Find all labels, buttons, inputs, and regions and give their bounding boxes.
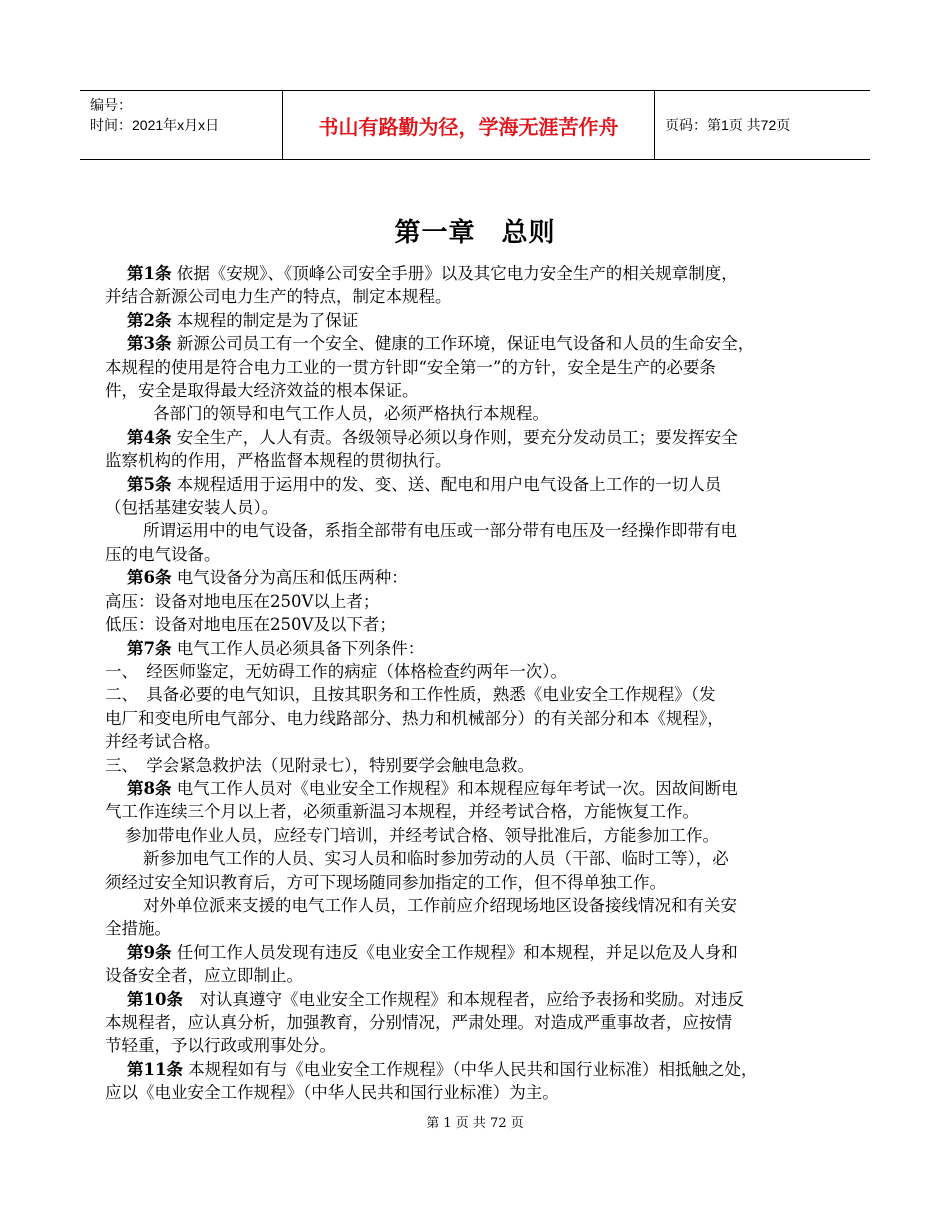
- number-label: 编号：: [90, 97, 132, 113]
- paragraph-text: 本规程如有与《电业安全工作规程》（中华人民共和国行业标准）相抵触之处，: [182, 1059, 758, 1079]
- article-label: 第7条: [127, 638, 172, 658]
- header-meta: [80, 91, 282, 159]
- article-label: 第4条: [127, 427, 172, 447]
- paragraph: 各部门的领导和电气工作人员，必须严格执行本规程。: [153, 404, 549, 424]
- paragraph: [105, 309, 865, 332]
- document-body: [105, 262, 865, 1105]
- paragraph: [105, 332, 865, 355]
- paragraph: 低压：设备对地电压在250V及以下者；: [105, 615, 396, 635]
- list-item: 二、 具备必要的电气知识，且按其职务和工作性质，熟悉《电业安全工作规程》（发: [105, 685, 716, 705]
- paragraph: 对外单位派来支援的电气工作人员，工作前应介绍现场地区设备接线情况和有关安: [143, 895, 737, 915]
- paragraph: 参加带电作业人员，应经专门培训，并经考试合格、领导批准后，方能参加工作。: [125, 825, 719, 845]
- paragraph: 高压：设备对地电压在250V以上者；: [105, 591, 380, 611]
- motto: 书山有路勤为径，学海无涯苦作舟: [282, 91, 655, 159]
- list-item: 三、 学会紧急救护法（见附录七），特别要学会触电急救。: [105, 755, 534, 775]
- paragraph: 并经考试合格。: [105, 732, 221, 752]
- paragraph-text: 本规程适用于运用中的发、变、送、配电和用户电气设备上工作的一切人员: [171, 474, 722, 494]
- paragraph: [105, 637, 865, 660]
- paragraph: 并结合新源公司电力生产的特点，制定本规程。: [105, 287, 452, 307]
- chapter-title: [0, 212, 950, 249]
- paragraph: 应以《电业安全工作规程》（中华人民共和国行业标准）为主。: [105, 1083, 559, 1103]
- article-label: 第8条: [127, 778, 172, 798]
- paragraph: 设备安全者，应立即制止。: [105, 966, 303, 986]
- paragraph: [105, 262, 865, 285]
- paragraph-text: 对认真遵守《电业安全工作规程》和本规程者，应给予表扬和奖励。对违反: [182, 989, 744, 1009]
- paragraph: 监察机构的作用，严格监督本规程的贯彻执行。: [105, 451, 452, 471]
- article-label: 第1条: [127, 264, 172, 283]
- article-label: 第5条: [127, 474, 172, 494]
- paragraph: 全措施。: [105, 919, 171, 939]
- article-label: 第11条: [127, 1059, 183, 1079]
- paragraph-text: 电气工作人员对《电业安全工作规程》和本规程应每年考试一次。因故间断电: [171, 778, 738, 798]
- article-label: 第9条: [127, 942, 172, 962]
- paragraph: 须经过安全知识教育后，方可下现场随同参加指定的工作，但不得单独工作。: [105, 872, 666, 892]
- article-label: 第6条: [127, 568, 172, 588]
- chapter-name: 总则: [501, 218, 556, 248]
- paragraph: 本规程者，应认真分析，加强教育，分别情况，严肃处理。对造成严重事故者，应按情: [105, 1013, 732, 1032]
- article-label: 第10条: [127, 989, 183, 1009]
- paragraph: [105, 941, 865, 964]
- paragraph-text: 安全生产，人人有责。各级领导必须以身作则，要充分发动员工；要发挥安全: [171, 427, 738, 447]
- paragraph: [105, 566, 865, 589]
- paragraph-text: 电气设备分为高压和低压两种：: [171, 568, 408, 588]
- paragraph: 本规程的使用是符合电力工业的一贯方针即“安全第一”的方针，安全是生产的必要条: [105, 357, 716, 377]
- paragraph: 压的电气设备。: [105, 544, 221, 564]
- paragraph: 气工作连续三个月以上者，必须重新温习本规程，并经考试合格，方能恢复工作。: [105, 802, 699, 822]
- paragraph-text: 新源公司员工有一个安全、健康的工作环境，保证电气设备和人员的生命安全，: [171, 334, 755, 354]
- paragraph: 新参加电气工作的人员、实习人员和临时参加劳动的人员（干部、临时工等），必: [143, 849, 729, 869]
- paragraph: 所谓运用中的电气设备，系指全部带有电压或一部分带有电压及一经操作即带有电: [143, 521, 737, 541]
- paragraph-text: 本规程的制定是为了保证: [171, 310, 359, 330]
- chapter-number: 第一章: [394, 218, 476, 248]
- paragraph: [105, 988, 865, 1011]
- paragraph-text: 电气工作人员必须具备下列条件：: [171, 638, 425, 658]
- header-table: [80, 90, 870, 160]
- paragraph: 电厂和变电所电气部分、电力线路部分、热力和机械部分）的有关部分和本《规程》，: [105, 708, 724, 728]
- paragraph: [105, 777, 865, 800]
- page-info: 页码：第1页 共72页: [665, 117, 791, 133]
- article-label: 第3条: [127, 334, 172, 354]
- paragraph: （包括基建安装人员）。: [105, 498, 279, 518]
- article-label: 第2条: [127, 310, 172, 330]
- page-footer: 第 1 页 共 72 页: [426, 1116, 524, 1131]
- list-item: 一、 经医师鉴定，无妨碍工作的病症（体格检查约两年一次）。: [105, 661, 567, 681]
- paragraph: 节轻重，予以行政或刑事处分。: [105, 1036, 336, 1056]
- paragraph: 件，安全是取得最大经济效益的根本保证。: [105, 381, 419, 401]
- paragraph-text: 任何工作人员发现有违反《电业安全工作规程》和本规程，并足以危及人身和: [171, 942, 738, 962]
- date-label: 时间：2021年x月x日: [90, 117, 220, 133]
- paragraph: [105, 1058, 865, 1081]
- paragraph: [105, 473, 865, 496]
- paragraph-text: 依据《安规》、《顶峰公司安全手册》以及其它电力安全生产的相关规章制度，: [171, 264, 738, 283]
- paragraph: [105, 426, 865, 449]
